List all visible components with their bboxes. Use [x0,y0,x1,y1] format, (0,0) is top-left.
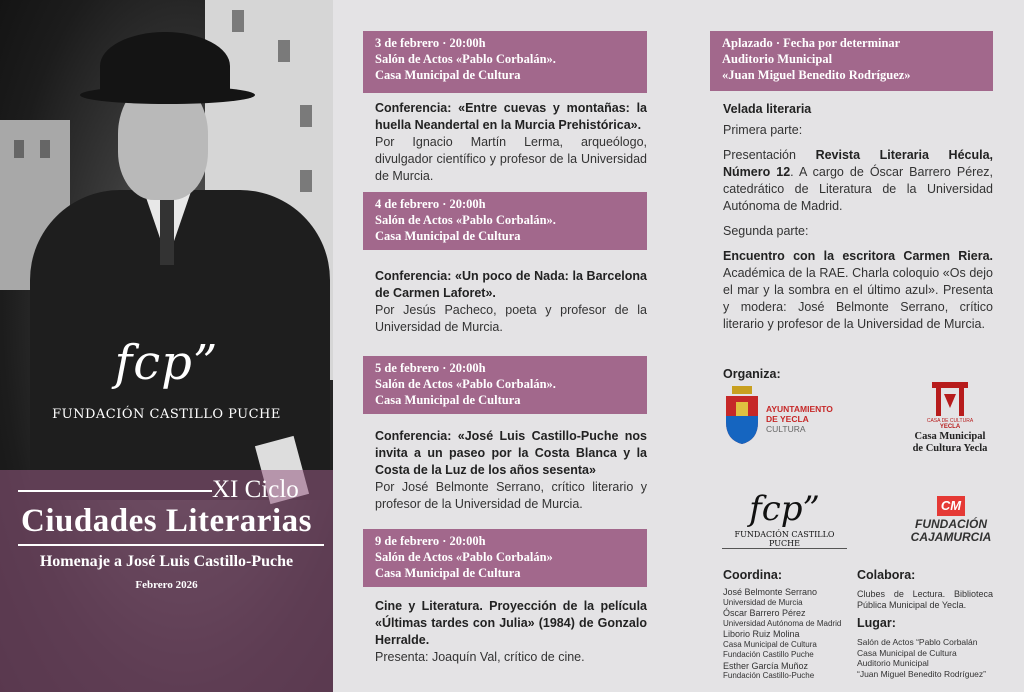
event-body [375,100,647,185]
event-title: Conferencia: «Un poco de Nada: la Barcelona de Carmen Laforet». [375,269,647,300]
colabora-label: Colabora: [857,568,916,582]
cover-subtitle: Homenaje a José Luis Castillo-Puche [39,553,294,570]
velada-part2-text [723,248,993,333]
caja-line1: FUNDACIÓN [915,517,987,531]
cover-date: Febrero 2026 [135,579,198,591]
event-venue: Salón de Actos «Pablo Corbalán» [375,550,553,564]
event-desc: Presenta: Joaquín Val, crítico de cine. [375,650,585,664]
event-body [375,598,647,666]
velada-part2: Segunda parte: [723,224,809,238]
event-title: Conferencia: «José Luis Castillo-Puche nos invita a un paseo por la Costa Blanca y la Costa de la Luz de los años sesenta» [375,429,647,477]
event-place: Casa Municipal de Cultura [375,393,521,407]
velada-venue: Auditorio Municipal [722,52,833,66]
cajamurcia-logo [906,496,996,556]
cover-rule [18,490,212,492]
event-desc: Por Jesús Pacheco, poeta y profesor de la Universidad de Murcia. [375,303,647,334]
velada-title: Velada literaria [723,102,812,116]
velada-part1-text [723,147,993,215]
velada-p1-bold: Revista Literaria Hécula, Número 12 [723,148,994,179]
fcp-sponsor-mark: fcp” [749,489,820,529]
casa-name-line1: Casa Municipal [914,431,986,442]
coat-of-arms-icon [724,386,760,444]
casa-mini-line1: CASA DE CULTURA [926,418,974,424]
coord-org: Universidad de Murcia [723,597,803,607]
velada-p2-b: Académica de la RAE. Charla coloquio «Os dejo el mar y la sombra en el último azul». Presenta y modera: José Belmonte Serrano, crítico literario y profesor de la Universidad de Murcia. [723,266,993,331]
lugar-label: Lugar: [857,616,896,630]
fcp-logo: fcp” [114,335,219,391]
cm-icon: CM [937,496,965,516]
organiza-label: Organiza: [723,367,781,381]
lugar-line: Salón de Actos “Pablo Corbalán [857,637,978,647]
ayto-line1: AYUNTAMIENTO [766,404,833,414]
lugar-line: Casa Municipal de Cultura [857,647,957,658]
casa-name-line2: de Cultura Yecla [912,443,988,454]
event-desc: Por Ignacio Martín Lerma, arqueólogo, divulgador científico y profesor de la Universidad de Murcia. [375,135,647,183]
building-window [300,105,312,127]
ayto-line2: DE YECLA [766,414,809,424]
portrait-tie [160,195,174,265]
fcp-sponsor-logo [722,488,847,550]
fcp-sponsor-sub: FUNDACIÓN CASTILLO PUCHE [722,530,847,549]
event-body [375,268,647,336]
event-place: Casa Municipal de Cultura [375,566,521,580]
cover-rule [18,544,324,546]
cover-panel [0,0,333,692]
event-date: 3 de febrero · 20:00h [375,36,486,50]
velada-body [723,101,993,333]
portrait-hat-brim [80,86,255,104]
event-title: Cine y Literatura. Proyección de la película «Últimas tardes con Julia» (1984) de Gonzalo Herralde. [375,599,647,647]
building-window [278,40,290,62]
velada-part1: Primera parte: [723,123,803,137]
coord-org: Universidad Autónoma de Madrid [723,618,842,628]
event-header [363,529,647,587]
coordina-label: Coordina: [723,568,783,582]
velada-p1-c: . A cargo de Óscar Barrero Pérez, catedrático de Literatura de la Universidad Autónoma de Madrid. [723,165,993,213]
event-header [363,356,647,414]
coord-org: Casa Municipal de Cultura [723,639,817,649]
event-venue: Salón de Actos «Pablo Corbalán». [375,213,556,227]
velada-header [710,31,993,91]
coord-org: Fundación Castillo-Puche [723,671,815,680]
cover-title: Ciudades Literarias [21,503,312,539]
velada-p2-bold: Encuentro con la escritora Carmen Riera. [723,249,993,263]
cover-edition: XI Ciclo [212,476,299,503]
ayto-line3: CULTURA [766,424,806,434]
event-body [375,428,647,513]
fcp-logo-subtitle: FUNDACIÓN CASTILLO PUCHE [52,407,281,422]
coord-name: Esther García Muñoz [723,660,809,671]
coord-name: Óscar Barrero Pérez [723,608,806,618]
event-desc: Por José Belmonte Serrano, crítico literario y profesor de la Universidad de Murcia. [375,480,647,511]
event-header [363,31,647,93]
casa-mini-line2: YECLA [939,424,961,430]
velada-p1-a: Presentación [723,148,816,162]
building-window [14,140,24,158]
event-header [363,192,647,250]
lugar-line: “Juan Miguel Benedito Rodríguez” [857,668,986,679]
lugar-list [857,637,997,679]
event-venue: Salón de Actos «Pablo Corbalán». [375,377,556,391]
event-date: 5 de febrero · 20:00h [375,361,486,375]
event-date: 9 de febrero · 20:00h [375,534,486,548]
lugar-line: Auditorio Municipal [857,658,929,668]
caja-line2: CAJAMURCIA [910,530,992,544]
building-window [300,170,312,192]
colabora-text: Clubes de Lectura. Biblioteca Pública Municipal de Yecla. [857,589,993,610]
velada-place: «Juan Miguel Benedito Rodríguez» [722,68,911,82]
ayuntamiento-logo [724,386,844,448]
coord-org: Fundación Castillo Puche [723,650,814,659]
ayuntamiento-text [766,404,833,434]
event-date: 4 de febrero · 20:00h [375,197,486,211]
event-title: Conferencia: «Entre cuevas y montañas: la huella Neandertal en la Murcia Prehistórica». [375,101,647,132]
event-place: Casa Municipal de Cultura [375,229,521,243]
building-window [232,10,244,32]
coordina-list [723,587,848,682]
coord-name: José Belmonte Serrano [723,587,818,597]
velada-date: Aplazado · Fecha por determinar [722,36,901,50]
building-window [40,140,50,158]
event-venue: Salón de Actos «Pablo Corbalán». [375,52,556,66]
casa-cultura-icon [930,382,970,418]
casa-cultura-logo [905,382,995,462]
coord-name: Liborio Ruiz Molina [723,629,800,639]
event-place: Casa Municipal de Cultura [375,68,521,82]
